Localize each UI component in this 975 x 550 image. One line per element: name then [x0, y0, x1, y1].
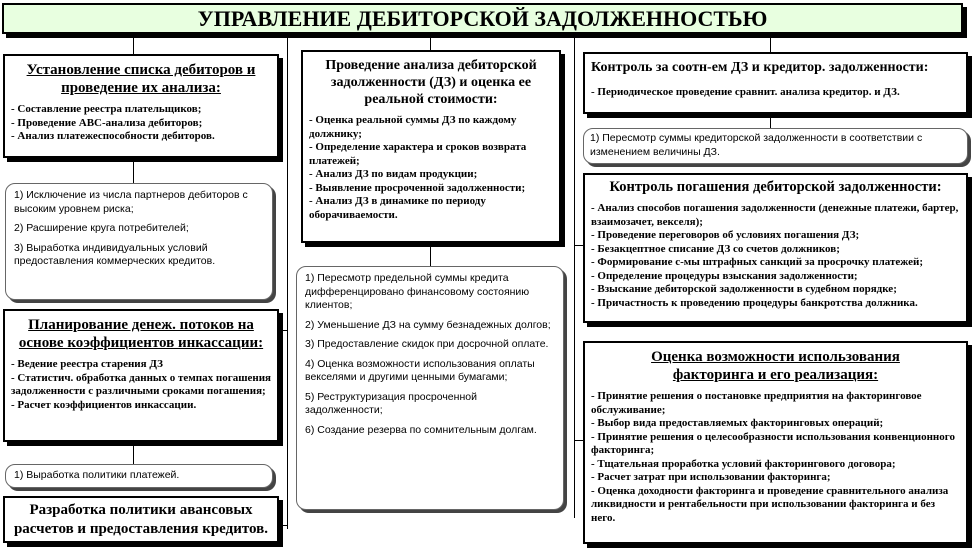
left-note-payment-policy-items: [14, 469, 264, 483]
connector-title-right: [770, 34, 771, 52]
list-item: - Расчет затрат при использовании факторинга;: [591, 471, 831, 483]
middle-box-receivables-analysis: [301, 50, 561, 243]
connector-trunk-right: [574, 34, 575, 518]
right-box-ratio-control-heading: Контроль за соотн-ем ДЗ и кредитор. задолженности:: [591, 60, 929, 75]
list-item: - Оценка реальной суммы ДЗ по каждому должнику;: [309, 114, 517, 140]
list-item: - Проведение АВС-анализа дебиторов;: [11, 116, 203, 129]
connector-left-note2: [133, 445, 134, 465]
list-item: - Определение процедуры взыскания задолженности;: [591, 269, 858, 282]
list-item: - Проведение переговоров об условиях погашения ДЗ;: [591, 229, 860, 241]
middle-note-measures: [296, 266, 564, 510]
list-item: - Расчет коэффициентов инкассации.: [11, 398, 197, 411]
connector-right-note1: [770, 115, 771, 129]
middle-note-measures-items: [305, 272, 555, 437]
list-item: - Принятие решения о целесообразности использования конвенционного факторинга;: [591, 430, 955, 456]
connector-middle-note1: [430, 244, 431, 266]
list-item: 6) Создание резерва по сомнительным долгам.: [305, 423, 537, 436]
list-item: 1) Пересмотр суммы кредиторской задолженности в соответствии с изменением величины ДЗ.: [590, 132, 923, 158]
right-note-payables-review-items: [590, 132, 961, 159]
left-box-advance-policy: [3, 496, 279, 543]
list-item: 1) Исключение из числа партнеров дебиторов с высоким уровнем риска;: [14, 189, 248, 215]
list-item: - Принятие решения о постановке предприятия на факторинговое обслуживание;: [591, 390, 922, 416]
list-item: - Периодическое проведение сравнит. анализа кредитор. и ДЗ.: [591, 86, 900, 98]
connector-title-middle: [430, 34, 431, 50]
list-item: - Анализ ДЗ по видам продукции;: [309, 168, 478, 180]
list-item: - Статистич. обработка данных о темпах погашения задолженности с различными сроками погашения;: [11, 371, 272, 397]
list-item: - Определение характера и сроков возврата платежей;: [309, 141, 527, 167]
list-item: - Ведение реестра старения ДЗ: [11, 358, 163, 370]
right-box-factoring-items: [591, 390, 960, 525]
connector-left-note1: [133, 160, 134, 184]
left-box-debtor-list-items: [11, 103, 271, 144]
list-item: 2) Уменьшение ДЗ на сумму безнадежных долгов;: [305, 318, 551, 331]
left-box-cashflow-planning-items: [11, 358, 271, 412]
list-item: - Причастность к проведению процедуры банкротства должника.: [591, 296, 918, 309]
right-box-repayment-control: [583, 173, 968, 323]
middle-box-receivables-analysis-heading: Проведение анализа дебиторской задолженности (ДЗ) и оценка ее реальной стоимости:: [325, 58, 537, 107]
connector-right-box3: [574, 440, 583, 441]
diagram-title: УПРАВЛЕНИЕ ДЕБИТОРСКОЙ ЗАДОЛЖЕННОСТЬЮ: [2, 3, 963, 34]
list-item: 1) Пересмотр предельной суммы кредита дифференцировано финансовому состоянию клиентов;: [305, 272, 530, 311]
left-note-debtor-results: [5, 183, 273, 300]
left-note-debtor-results-items: [14, 189, 264, 269]
list-item: 3) Выработка индивидуальных условий предоставления коммерческих кредитов.: [14, 241, 216, 267]
list-item: - Взыскание дебиторской задолженности в судебном порядке;: [591, 283, 897, 295]
middle-box-receivables-analysis-items: [309, 114, 553, 222]
list-item: - Анализ платежеспособности дебиторов.: [11, 130, 215, 142]
list-item: - Составление реестра плательщиков;: [11, 103, 202, 115]
right-box-repayment-control-items: [591, 202, 960, 310]
list-item: 1) Выработка политики платежей.: [14, 469, 180, 481]
list-item: - Выбор вида предоставляемых факторинговых операций;: [591, 417, 884, 429]
list-item: - Формирование с-мы штрафных санкций за просрочку платежей;: [591, 256, 923, 268]
right-box-ratio-control: [583, 52, 968, 114]
connector-trunk-left: [287, 34, 288, 529]
list-item: 5) Реструктуризация просроченной задолженности;: [305, 390, 477, 416]
list-item: - Анализ ДЗ в динамике по периоду оборачиваемости.: [309, 195, 486, 221]
list-item: - Тщательная проработка условий факторингового договора;: [591, 457, 896, 470]
right-box-factoring: [583, 341, 968, 544]
right-note-payables-review: [583, 128, 968, 164]
right-box-factoring-heading: Оценка возможности использования факторинга и его реализация:: [651, 349, 900, 383]
connector-left-box2: [281, 330, 288, 331]
list-item: 4) Оценка возможности использования оплаты векселями и другими ценными бумагами;: [305, 357, 535, 383]
list-item: 3) Предоставление скидок при досрочной оплате.: [305, 338, 549, 350]
left-box-advance-policy-heading: Разработка политики авансовых расчетов и предоставления кредитов.: [13, 502, 269, 537]
connector-title-left: [133, 34, 134, 54]
connector-left-box3: [281, 525, 288, 526]
left-box-debtor-list-heading: Установление списка дебиторов и проведение их анализа:: [26, 62, 256, 96]
left-box-cashflow-planning-heading: Планирование денеж. потоков на основе коэффициентов инкассации:: [18, 317, 264, 351]
list-item: - Выявление просроченной задолженности;: [309, 181, 526, 194]
left-box-debtor-list: [3, 54, 279, 158]
right-box-ratio-control-items: [591, 86, 960, 100]
list-item: - Оценка доходности факторинга и проведение сравнительного анализа ликвидности и рентабельности при использовании факторинга и без него.: [591, 484, 949, 524]
list-item: - Анализ способов погашения задолженности (денежные платежи, бартер, взаимозачет, векселя);: [591, 202, 959, 228]
list-item: - Безакцептное списание ДЗ со счетов должников;: [591, 242, 840, 255]
list-item: 2) Расширение круга потребителей;: [14, 222, 189, 234]
right-box-repayment-control-heading: Контроль погашения дебиторской задолженности:: [609, 179, 942, 195]
left-box-cashflow-planning: [3, 309, 279, 442]
connector-right-box2: [574, 245, 583, 246]
left-note-payment-policy: [5, 464, 273, 488]
